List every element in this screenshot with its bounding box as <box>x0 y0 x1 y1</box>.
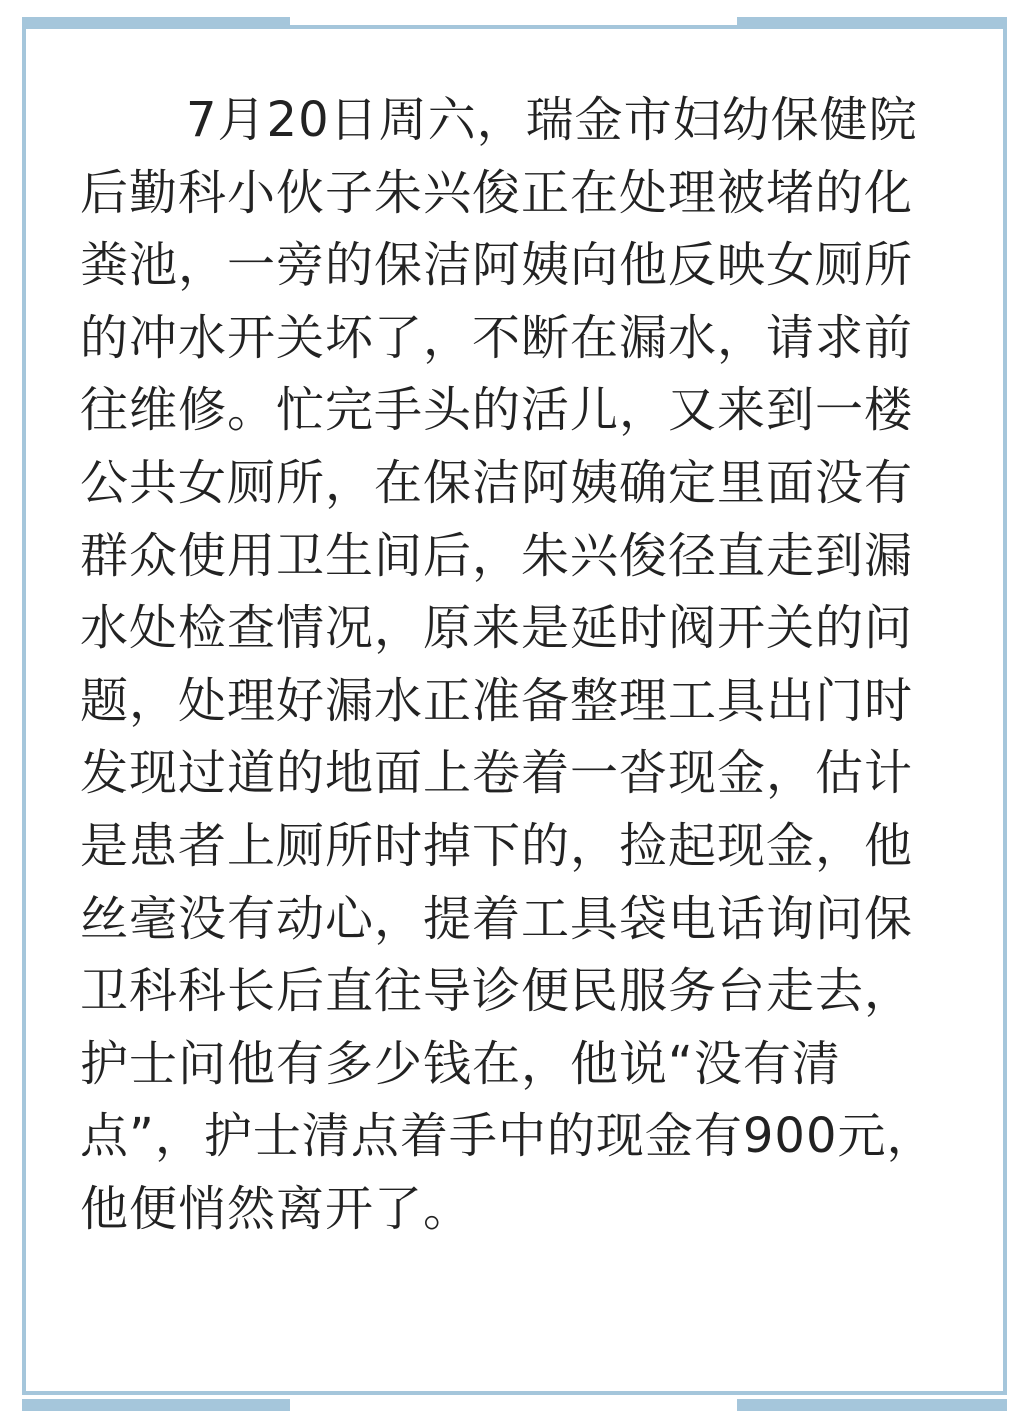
article-line: 是患者上厕所时掉下的，捡起现金，他 <box>80 817 914 874</box>
frame-tab-bottom-right <box>737 1399 1007 1411</box>
article-line: 他便悄然离开了。 <box>80 1180 473 1237</box>
article-line: 丝毫没有动心，提着工具袋电话询问保 <box>80 890 914 947</box>
frame-tab-bottom-left <box>22 1399 290 1411</box>
article-line: 护士问他有多少钱在，他说“没有清 <box>80 1035 841 1092</box>
article-line: 发现过道的地面上卷着一沓现金，估计 <box>80 745 914 802</box>
article-line: 群众使用卫生间后，朱兴俊径直走到漏 <box>80 527 914 584</box>
article-line: 往维修。忙完手头的活儿，又来到一楼 <box>80 382 914 439</box>
article-body <box>80 84 940 1246</box>
article-line: 后勤科小伙子朱兴俊正在处理被堵的化 <box>80 164 914 221</box>
article-line: 粪池，一旁的保洁阿姨向他反映女厕所 <box>80 237 914 294</box>
article-line: 点”，护士清点着手中的现金有900元， <box>80 1108 936 1165</box>
article-line: 7月20日周六，瑞金市妇幼保健院 <box>186 92 918 148</box>
article-line: 水处检查情况，原来是延时阀开关的问 <box>80 600 914 657</box>
article-line: 的冲水开关坏了，不断在漏水，请求前 <box>80 309 914 366</box>
article-line: 卫科科长后直往导诊便民服务台走去， <box>80 963 914 1020</box>
article-line: 公共女厕所，在保洁阿姨确定里面没有 <box>80 454 914 511</box>
article-line: 题，处理好漏水正准备整理工具出门时 <box>80 672 914 729</box>
